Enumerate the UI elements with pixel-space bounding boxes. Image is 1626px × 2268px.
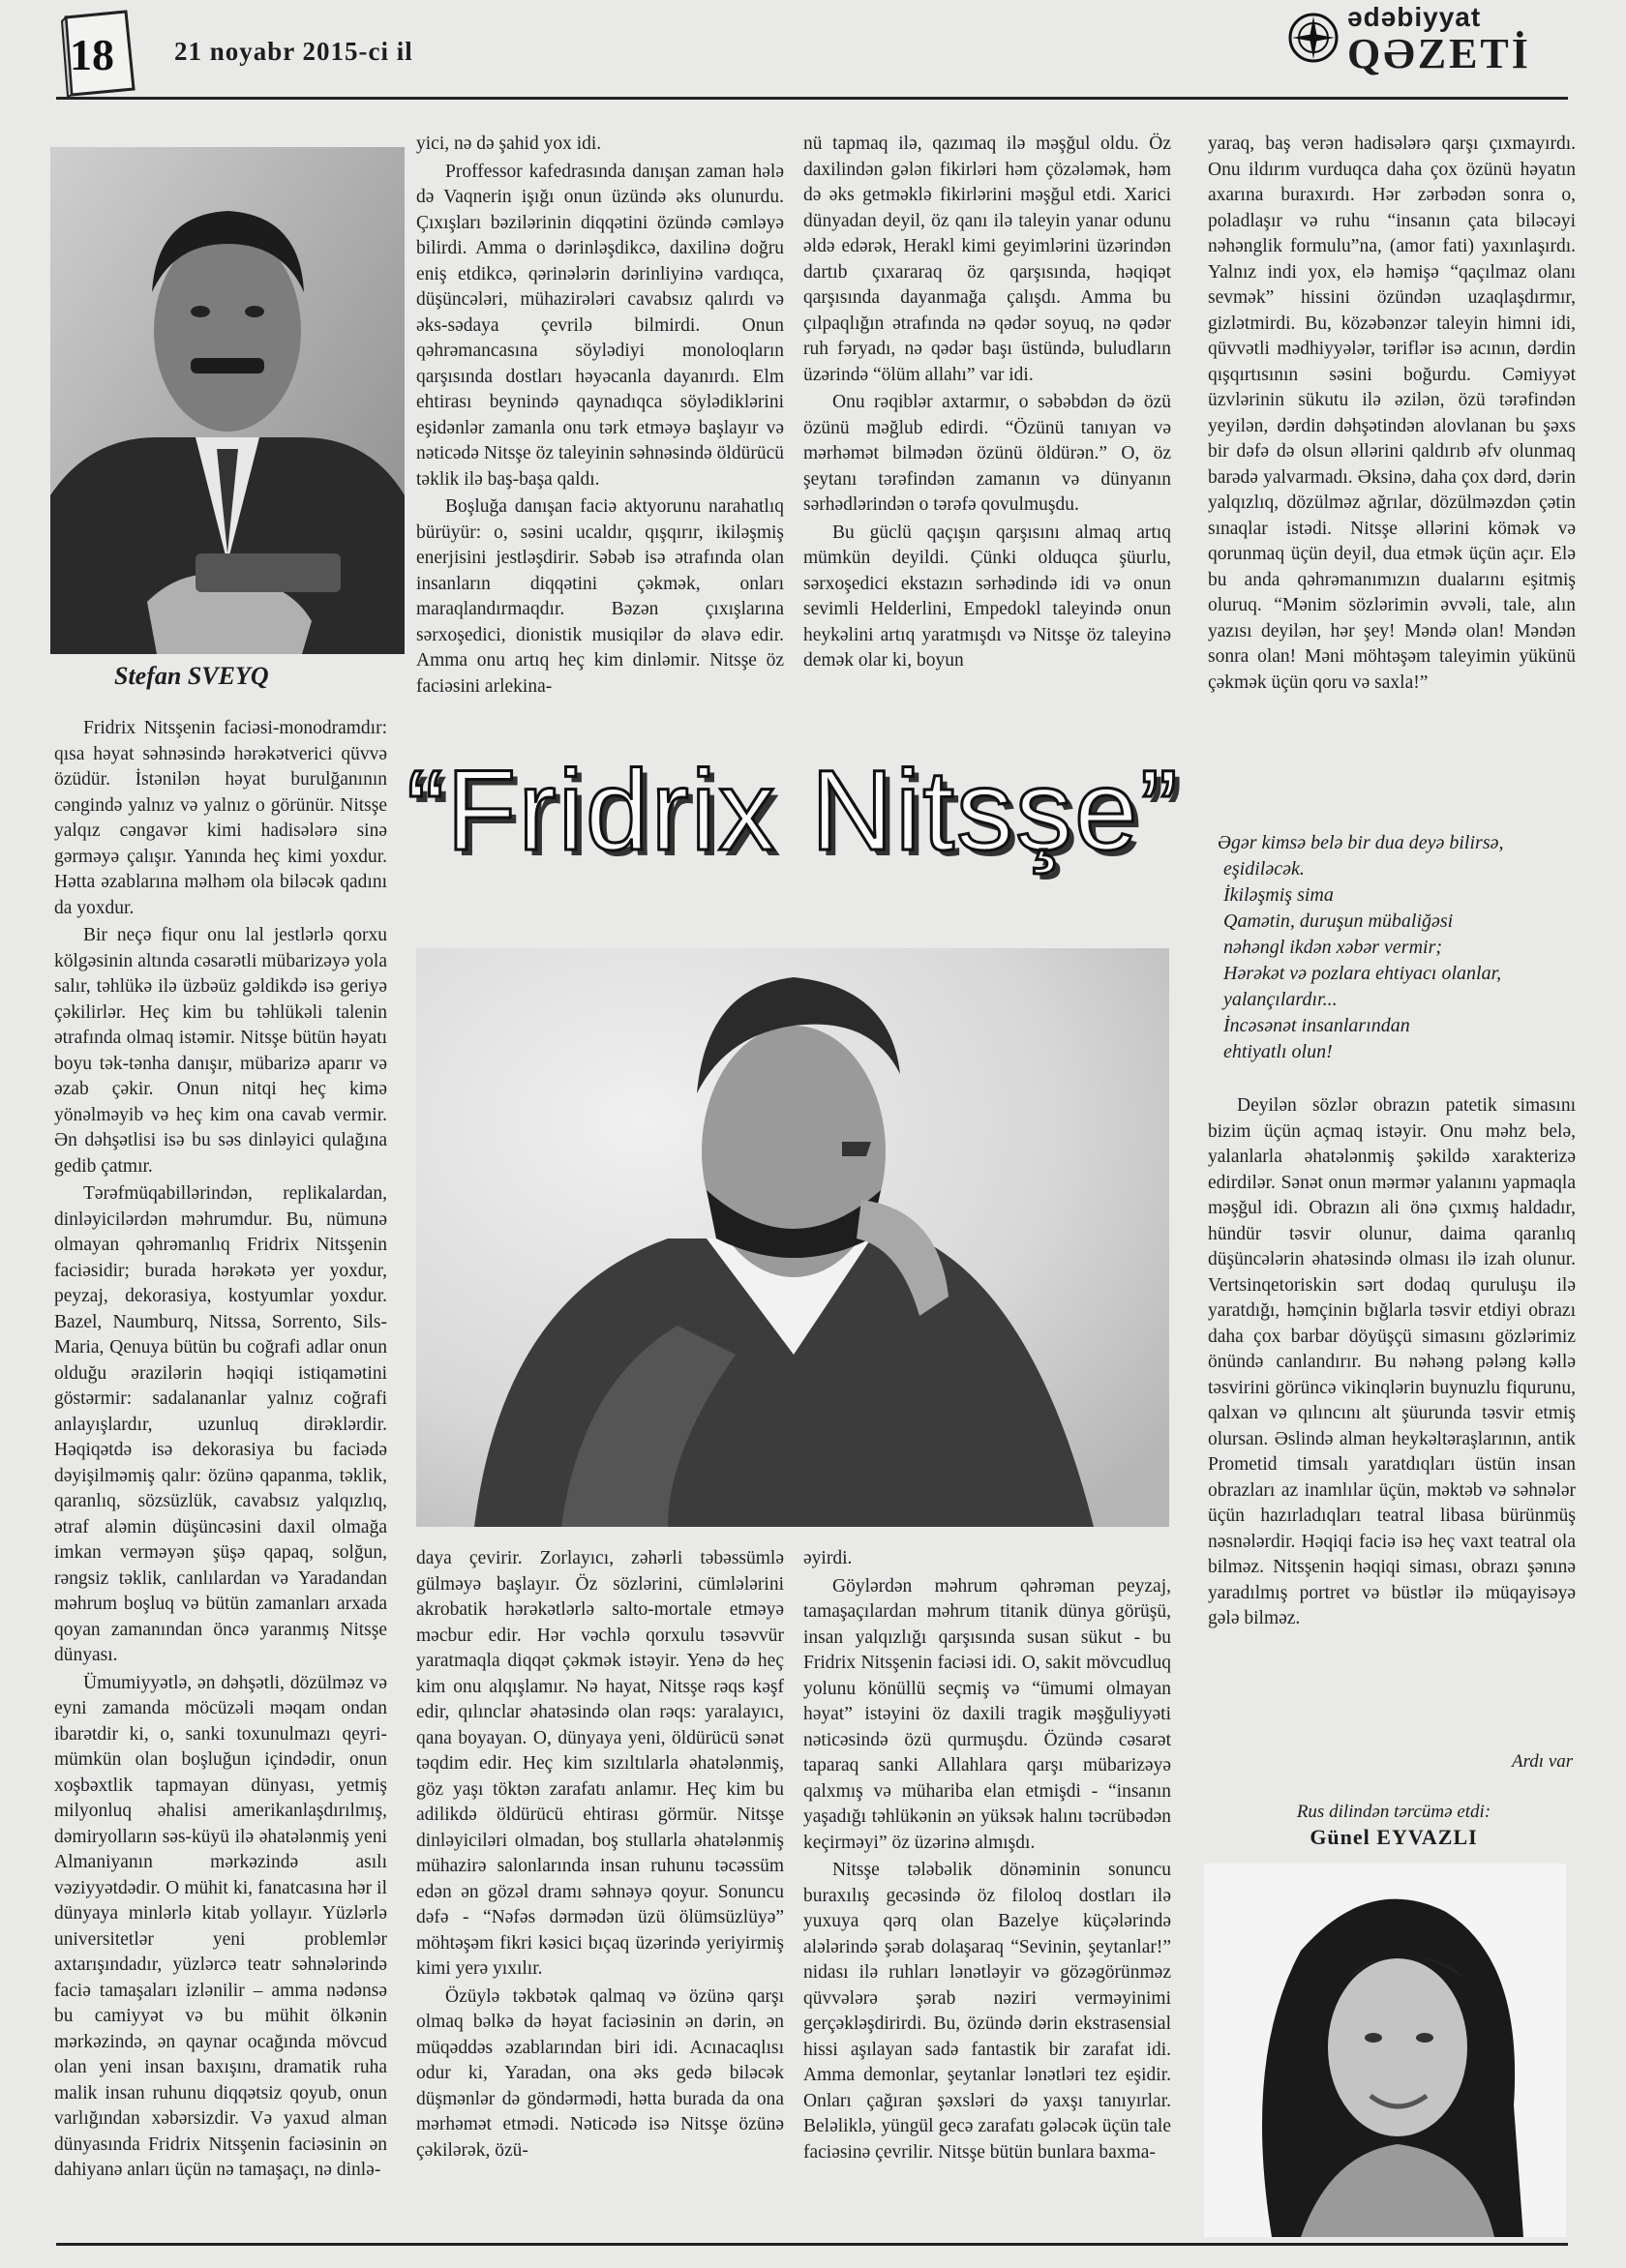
poem-line: eşidiləcək. xyxy=(1223,858,1305,880)
paragraph: Nitsşe tələbəlik dönəminin sonuncu buraxılış gecəsində öz filoloq dostları ilə yuxuya qərq olan Bazelye küçələrində alələrində şərab dolaşaraq “Sevinin, şeytanlar!” nidası ilə ruhları lənətləyir və gözəgörünməz qüvvələrə şərab nəziri verməyinimi gerçəkləşdirirdi. Bu, özündə dərin ekstrasensial hissi aşılayan sadə fantastik bir zarafat idi. Amma demonlar, şeytanlar lənətləri tez eşidir. Onları çağıran şəxsləri də yaxşı tanıyırlar. Beləliklə, yüngül gecə zarafatı gələcək üçün tale faciəsinə çevrilir. Nitsşe bütün bunlara baxma- xyxy=(803,1860,1171,2163)
article-headline: “Fridrix Nitsşe” xyxy=(406,747,1180,875)
paragraph: Fridrix Nitsşenin faciəsi-monodramdır: qısa həyat səhnəsində hərəkətverici qüvvə özüdür. İstənilən həyat burulğanının cəngində yalnız və yalnız o görünür. Nitsşe yalqız cəngavər kimi hadisələrə sinə gərməyə çalışır. Yanında heç kimi yoxdur. Hətta əzablarına məlhəm ola biləcək qadını da yoxdur. xyxy=(54,718,387,918)
author-caption: Stefan SVEYQ xyxy=(114,662,269,690)
column-2-top xyxy=(416,132,784,741)
nietzsche-portrait-photo xyxy=(416,948,1169,1527)
column-4-top xyxy=(1208,132,1576,799)
author-portrait-photo xyxy=(50,147,405,654)
paragraph: Tərəfmüqabillərindən, replikalardan, dinləyicilərdən məhrumdur. Bu, nümunə olmayan qəhrəmanlıq Fridrix Nitsşenin faciəsidir; burada hərəkətə yer yoxdur, peyzaj, dekorasiya, kostyumlar yoxdur. Bazel, Naumburq, Nitssa, Sorrento, Sils-Maria, Qenuya bütün bu coğrafi adlar onun olduğu ərazilərin həqiqi istiqamətini göstərmir: sadalananlar yalnız coğrafi anlayışlardır, uzunluq dirəklərdir. Həqiqətdə isə dekorasiya bu faciədə dəyişilməmiş qalır: özünə qapanma, təklik, qaranlıq, sözsüzlük, cavabsız yalqızlıq, ətraf aləmin düşüncəsini daxil olmağa imkan verməyən şüşə qapaq, solğun, rəngsiz təklik, canlılardan və Yaradandan məhrum boşluq və bütün zamanları arxada qoyan zamanından öncə yaranmış Nitsşe dünyası. xyxy=(54,1183,387,1665)
poem-line: ehtiyatlı olun! xyxy=(1223,1041,1333,1062)
column-4-middle xyxy=(1208,1093,1576,1713)
compass-emblem-icon xyxy=(1287,12,1340,64)
paragraph: Boşluğa danışan faciə aktyorunu narahatlıq bürüyür: o, səsini ucaldır, qışqırır, ikiləşmiş enerjisini jestləşdirir. Səbəb isə ətrafında olan insanların diqqətini çəkmək, onları maraqlandırmaqdır. Bəzən çıxışlarına sərxoşedici, dionistik musiqilər də əlavə edir. Amma onu artıq heç kim dinləmir. Nitsşe öz faciəsini arlekina- xyxy=(416,496,784,697)
poem-line: İncəsənət insanlarından xyxy=(1223,1015,1410,1036)
footer-rule xyxy=(56,2243,1568,2246)
continued-note: Ardı var xyxy=(1512,1751,1574,1772)
masthead-bottom-text: QƏZETİ xyxy=(1347,30,1531,77)
paragraph: Bu güclü qaçışın qarşısını almaq artıq mümkün deyildi. Çünki olduqca şüurlu, sərxoşedici ekstazın sərhədində idi və onun sevimli Helderlini, Empedokl taleyində onun heykəlini artıq yaratmışdı və Nitsşe öz taleyinə demək olar ki, boyun xyxy=(803,522,1171,671)
issue-date: 21 noyabr 2015-ci il xyxy=(174,37,413,66)
column-2-bottom xyxy=(416,1546,784,2237)
translator-photo xyxy=(1204,1864,1566,2237)
poem-line: nəhəngl ikdən xəbər vermir; xyxy=(1223,937,1443,958)
paragraph: Göylərdən məhrum qəhrəman peyzaj, tamaşaçılardan məhrum titanik dünya görüşü, insan yalqızlığı qarşısında susan sükut - bu Fridrix Nitsşenin faciəsi idi. O, sakit mövcudluq yolunu könüllü seçmiş və “ümumi olmayan həyat” istəyini öz daxili tragik məşğuliyyəti nəticəsində özü qurmuşdu. Özündə cəsarət taparaq sanki Allahlara qarşı mübarizəyə qalxmış və mühariba elan etmişdi - “insanın yaşadığı təhlükənin ən yüksək halını təcrübədən keçirməyi” öz üzərinə almışdı. xyxy=(803,1575,1171,1853)
paragraph: daya çevirir. Zorlayıcı, zəhərli təbəssümlə gülməyə başlayır. Öz sözlərini, cümlələrini akrobatik hərəkətlərlə salto-mortale etməyə məcbur edir. Hər vəchlə qorxulu təsəvvür yaratmaqla diqqət çəkmək istəyir. Yenə də heç kim onu alqışlamır. Nə hayat, Nitsşe rəqs kəşf edir, qılınclar əhatəsində olan rəqs: yaralayıcı, qana boyayan. O, dünyaya yeni, öldürücü sənət təqdim edir. Heç kim sızıltılarla əhatələnmiş, göz yaşı töktən zarafatı anlamır. Heç kim bu adilikdə öldürücü ehtirası görmür. Nitsşe dinləyiciləri olmadan, boş stullarla əhatələnmiş mühazirə salonlarında insan ruhunu təcəssüm edən ən gözəl dramı səhnəyə qoyur. Sonuncu dəfə - “Nəfəs dərmədən üzü ölümsüzlüyə” möhtəşəm fikri kəsici bıçaq üzərində yeriyirmiş kimi yerə yıxılır. xyxy=(416,1548,784,1979)
poem-block xyxy=(1218,830,1585,1065)
paragraph: Deyilən sözlər obrazın patetik simasını bizim üçün açmaq istəyir. Onu məhz belə, yalanlarla əhatələnmiş şəkildə xarakterizə edirdilər. Sənət onun mərmər yalanını yapmaqla məşğul idi. Obrazın ali önə çıxmış haldadır, hündür təsvir olunur, daima qaranlıq düşüncələrin əhatəsində olması ilə izah olunur. Vertsinqetoriskin sərt dodaq quruluşu ilə yaratdığı, həmçinin bığlarla təsvir etdiyi obrazı daha çox barbar döyüşçü simasını gözlərimiz önündə canlandırır. Bu nəhəng pələng kəllə təsvirini görüncə vikinqlərin buynuzlu fiqurunu, qalxan və qılıncını alt şüurunda təsvir etmiş olursan. Əslində alman heykəltəraşlarının, antik Prometid timsalı yaratdıqları üstün insan obrazları az inamlılar üçün, məktəb və səhnələr üçün hazırladıqları teatral libasa bürünmüş nəsnələrdir. Həqiqi faciə isə heç vaxt teatral ola bilməz. Nitsşenin həqiqi siması, obrazı şənınə yaradılmış portret və büstlər ilə müqayisəyə gələ bilməz. xyxy=(1208,1095,1576,1628)
paragraph: yici, nə də şahid yox idi. xyxy=(416,134,602,154)
paragraph: Proffessor kafedrasında danışan zaman hələ də Vaqnerin işığı onun üzündə əks olunurdu. Çıxışları bəzilərinin diqqətini özündə cəmləyə bilirdi. Amma o dərinləşdikcə, daxilinə doğru eniş etdikcə, qərinələrin dərinliyinə vardıqca, düşüncələri, mühazirələri cavabsız qalırdı və əks-sədaya çevrilə bilmirdi. Onun qəhrəmancasına söylədiyi monoloqların qarşısında dostları həyəcanla dayanırdı. Elm ehtirası beynində qaynadıqca söylədiklərini eşidənlər zamanla onu tərk etməyə başlayır və nəticədə Nitsşe öz taleyinin səhnəsində öldürücü təklik ilə baş-başa qaldı. xyxy=(416,161,784,490)
paragraph: nü tapmaq ilə, qazımaq ilə məşğul oldu. Öz daxilindən gələn fikirləri həm çözələmək, həm də əks getməklə fikirlərini məşğul etdi. Xarici dünyadan deyil, öz qanı ilə taleyin yanar odunu əldə edərək, Herakl kimi geyimlərini üzərindən dartıb çıxararaq öz qarşısında, həqiqət qarşısında dayanmağa çalışdı. Amma bu çılpaqlığın ətrafında nə qədər soyuq, nə qədər ruh fəryadı, nə qədər başı üstündə, buludların üzərində “ölüm allahı” var idi. xyxy=(803,134,1171,385)
paragraph: Özüylə təkbətək qalmaq və özünə qarşı olmaq bəlkə də həyat faciəsinin ən dərin, ən müqəddəs əzablarından biri idi. Acınacaqlısı odur ki, Yaradan, ona əks gedə biləcək düşmənlər də göndərmədi, həttа burada da ona mərhəmət etmədi. Nəticədə isə Nitsşe özünə çəkilərək, özü- xyxy=(416,1985,784,2161)
masthead-top-text: ədəbiyyat xyxy=(1347,2,1482,32)
poem-line: Hərəkət və pozlara ehtiyacı olanlar, xyxy=(1223,963,1502,984)
header-rule xyxy=(56,97,1568,100)
masthead xyxy=(1287,2,1539,77)
translator-name: Günel EYVAZLI xyxy=(1310,1825,1478,1849)
column-3-top xyxy=(803,132,1171,741)
translated-by-label: Rus dilindən tərcümə etdi: xyxy=(1296,1802,1491,1822)
page-number: 18 xyxy=(70,30,114,79)
paragraph: Bir neçə fiqur onu lal jestlərlə qorxu kölgəsinin altında cəsarətli mübarizəyə yola salır, təhlükə ilə üzbəüz gəldikdə isə geriyə çəkilirlər. Heç kim bu təhlükəli talenin ətrafında olmaq istəmir. Nitsşe bütün həyatı boyu tək-tənha danışır, mübarizə aparır və əzab çəkir. Onun nitqi heç kimə yönəlməyib və heç kim ona cavab vermir. Ən dəhşətlisi isə bu səs dinləyici qulağına gedib çatmır. xyxy=(54,925,387,1177)
column-3-bottom xyxy=(803,1546,1171,2237)
poem-line: İkiləşmiş sima xyxy=(1223,884,1334,906)
paragraph: Ümumiyyətlə, ən dəhşətli, dözülməz və eyni zamanda möcüzəli məqam ondan ibarətdir ki, o, sanki toxunulmazı qeyri-mümkün olan boşluğun içindədir, onun xoşbəxtlik tapmayan dünyası, yetmiş milyonluq əhalisi amerikanlaşdırılmış, dəmiryolların səs-küyü ilə əhatələnmiş yeni Almaniyanın mərkəzində asılı vəziyyətdədir. O mühit ki, fanatcasına hər il dünyaya minlərlə kitab yollayır. Yüzlərlə universitetlər yeni problemlər axtarışındadır, yüzlərcə teatr səhnələrində faciə tamaşaları izlənilir – amma nədənsə bu camiyyət və bu mühit ölkənin mərkəzində, ən qaynar ocağında mövcud olan yeni insan baxışını, dramatik ruha malik insan ruhunu diqqətsiz qoyub, onun varlığından xəbərsizdir. Və yaxud alman dünyasında Fridrix Nitsşenin faciəsinin ən dahiyanə anları üçün nə tamaşaçı, nə dinlə- xyxy=(54,1672,387,2180)
paragraph: yaraq, baş verən hadisələrə qarşı çıxmayırdı. Onu ildırım vurduqca daha çox özünü həyatın axarına buraxırdı. Hər zərbədən sonra o, poladlaşır və ruhu “insanın çata biləcəyi nəhənglik formulu”na, (amor fati) yaxınlaşırdı. Yalnız indi yox, elə həmişə “qaçılmaz olanı sevmək” hissini özündən uzaqlaşdırmır, gizlətmirdi. Bu, közəbənzər taleyin himni idi, qüvvətli mədhiyyələr, təriflər isə acının, dərdin qışqırtısının səsini boğurdu. Cəmiyyət üzvlərinin sükutu ilə əzilən, özü tərəfindən yeyilən, dərdin dəhşətindən alovlanan bu şəxs bir dəfə də olsun əllərini qaldırıb əfv olunmaq barədə yalvarmadı. Əksinə, daha çox dərd, dərin yalqızlıq, dözülməz ağrılar, dözülməzdən çətin sınaqlar istədi. Nitsşe əllərini kömək və qorunmaq üçün deyil, dua etmək üçün açır. Elə bu anda qəhrəmanımızın dualarını eşitmiş oluruq. “Mənim sözlərimin əvvəli, tale, alın yazısı deyilən, hər şey! Məndə olan! Məndən sonra olan! Məni möhtəşəm taleyimin yükünü çəkmək üçün qoru və saxla!” xyxy=(1208,134,1576,693)
column-1 xyxy=(54,716,387,2235)
poem-line: Qamətin, duruşun mübaliğəsi xyxy=(1223,910,1454,932)
paragraph: Onu rəqiblər axtarmır, o səbəbdən də özü özünü məğlub edirdi. “Özünü tanıyan və mərhəmət bilmədən özünü öldürən.” O, öz şeytanı tərəfindən zamanın və dünyanın sərhədlərindən o tərəfə qovulmuşdu. xyxy=(803,392,1171,515)
poem-line: Əgər kimsə belə bir dua deyə bilirsə, xyxy=(1218,832,1504,853)
poem-line: yalançılardır... xyxy=(1223,989,1338,1010)
paragraph: əyirdi. xyxy=(803,1548,853,1568)
